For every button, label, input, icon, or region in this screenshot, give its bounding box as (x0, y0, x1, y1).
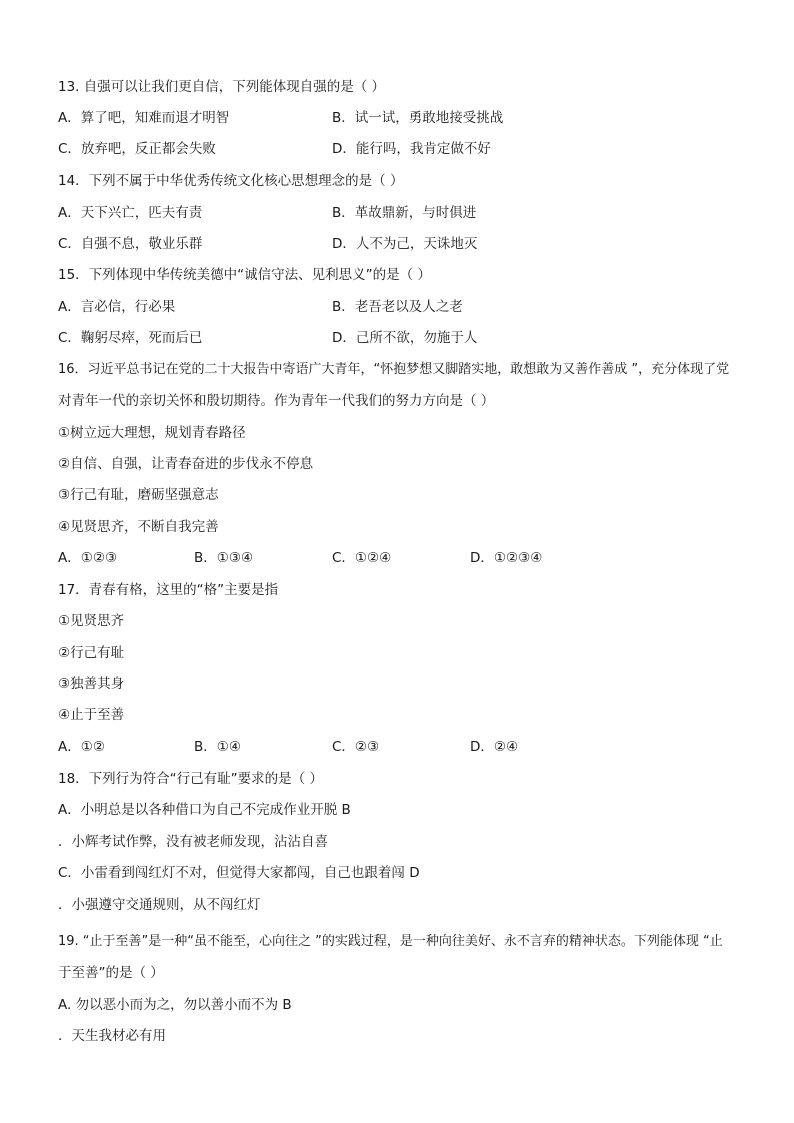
question-17-item-1: ①见贤思齐 (58, 613, 125, 629)
question-18-line-c: C．小雷看到闯红灯不对，但觉得大家都闯，自己也跟着闯 D (58, 865, 420, 881)
question-17-option-d: D．②④ (470, 739, 519, 755)
question-15-option-d: D．己所不欲，勿施于人 (332, 330, 478, 346)
question-15-option-c: C．鞠躬尽瘁，死而后已 (58, 330, 203, 346)
question-17-option-a: A．①② (58, 739, 105, 755)
question-13-option-b: B．试一试，勇敢地接受挑战 (332, 110, 504, 126)
question-18-line-a: A．小明总是以各种借口为自己不完成作业开脱 B (58, 802, 351, 818)
question-14-option-a: A．天下兴亡，匹夫有责 (58, 205, 203, 221)
question-16-item-1: ①树立远大理想，规划青春路径 (58, 425, 246, 441)
question-18-line-d: ．小强遵守交通规则，从不闯红灯 (58, 897, 261, 913)
question-17-option-c: C．②③ (332, 739, 380, 755)
question-17-item-4: ④止于至善 (58, 707, 125, 723)
question-19-line-a: A. 勿以恶小而为之，勿以善小而不为 B (58, 997, 292, 1013)
question-16-stem-line1: 16．习近平总书记在党的二十大报告中寄语广大青年，“怀抱梦想又脚踏实地，敢想敢为又善作善成 ”，充分体现了党 (58, 362, 730, 377)
question-17-item-2: ②行己有耻 (58, 645, 125, 661)
question-15-stem: 15．下列体现中华传统美德中“诚信守法、见利思义”的是（ ） (58, 267, 431, 283)
question-19-line-b: ．天生我材必有用 (58, 1028, 166, 1044)
question-16-option-a: A．①②③ (58, 550, 118, 566)
question-17-stem: 17．青春有格，这里的“格”主要是指 (58, 582, 279, 598)
question-16-item-3: ③行己有耻，磨砺坚强意志 (58, 487, 219, 503)
question-17-option-b: B．①④ (194, 739, 241, 755)
question-16-option-c: C．①②④ (332, 550, 392, 566)
question-19-stem-line2: 于至善”的是（ ） (58, 965, 164, 981)
question-15-option-b: B．老吾老以及人之老 (332, 299, 463, 315)
question-14-option-c: C．自强不息，敬业乐群 (58, 236, 203, 252)
question-16-stem-line2: 对青年一代的亲切关怀和殷切期待。作为青年一代我们的努力方向是（ ） (58, 393, 495, 409)
question-14-stem: 14．下列不属于中华优秀传统文化核心思想理念的是（ ） (58, 173, 404, 189)
question-16-option-b: B．①③④ (194, 550, 254, 566)
question-14-option-d: D．人不为己，天诛地灭 (332, 236, 478, 252)
question-16-item-4: ④见贤思齐，不断自我完善 (58, 519, 219, 535)
question-13-option-d: D．能行吗，我肯定做不好 (332, 141, 491, 157)
question-16-option-d: D．①②③④ (470, 550, 543, 566)
question-15-option-a: A．言必信，行必果 (58, 299, 176, 315)
question-19-stem-line1: 19. “止于至善”是一种“虽不能至，心向往之 ”的实践过程，是一种向往美好、永不言弃的精神状态。下列能体现 “止 (58, 934, 723, 949)
question-18-line-b: ．小辉考试作弊，没有被老师发现，沾沾自喜 (58, 834, 328, 850)
question-17-item-3: ③独善其身 (58, 676, 125, 692)
question-13-stem: 13. 自强可以让我们更自信，下列能体现自强的是（ ） (58, 79, 386, 95)
question-14-option-b: B．革故鼎新，与时俱进 (332, 205, 477, 221)
question-13-option-c: C．放弃吧，反正都会失败 (58, 141, 216, 157)
question-13-option-a: A．算了吧，知难而退才明智 (58, 110, 230, 126)
question-18-stem: 18．下列行为符合“行己有耻”要求的是（ ） (58, 771, 323, 787)
question-16-item-2: ②自信、自强，让青春奋进的步伐永不停息 (58, 456, 314, 472)
